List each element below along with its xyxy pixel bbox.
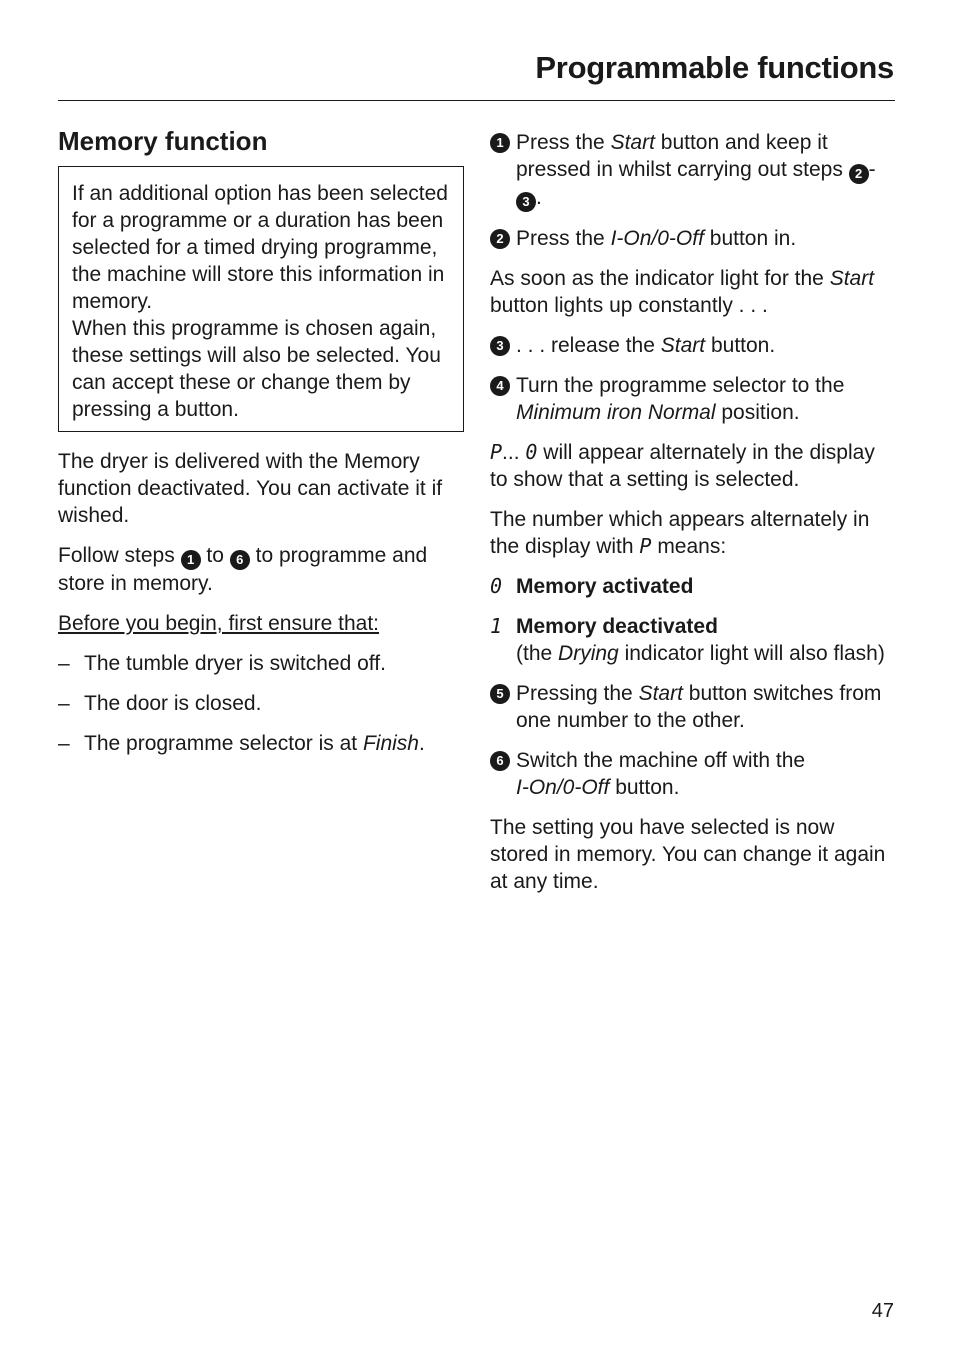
step-text: Switch the machine off with the xyxy=(516,749,806,772)
paragraph-text: button lights up constantly . . . xyxy=(490,294,768,317)
memory-activated-item xyxy=(490,573,890,600)
check-item-door-closed xyxy=(58,690,464,717)
memory-state-note: indicator light will also flash) xyxy=(624,642,885,665)
check-text: The door is closed. xyxy=(84,692,262,715)
step-number-icon: 6 xyxy=(490,751,510,771)
number-meaning-paragraph xyxy=(490,506,890,560)
right-column xyxy=(490,129,890,908)
step-2 xyxy=(490,225,890,252)
step-text: Turn the programme selector to the xyxy=(516,374,845,397)
step-number-icon: 1 xyxy=(490,133,510,153)
memory-state-note: (the xyxy=(516,642,553,665)
header-divider xyxy=(58,100,895,101)
memory-state-label: Memory deactivated xyxy=(516,615,718,638)
check-text-emphasis: Finish xyxy=(362,732,419,755)
step-6 xyxy=(490,747,890,801)
step-text: Press the xyxy=(516,227,605,250)
display-code: 1 xyxy=(490,614,503,638)
follow-text-post: to programme and store in memory. xyxy=(58,544,428,595)
step-3-ref-icon: 3 xyxy=(516,192,536,212)
step-number-icon: 2 xyxy=(490,229,510,249)
dash-bullet: – xyxy=(58,732,70,755)
step-text-emphasis: Start xyxy=(660,334,706,357)
left-column xyxy=(58,124,464,770)
check-item-dryer-off xyxy=(58,650,464,677)
step-text: position. xyxy=(721,401,800,424)
paragraph-text: As soon as the indicator light for the xyxy=(490,267,824,290)
display-code: 0 xyxy=(490,574,503,598)
paragraph-text: The number which appears alternately in the display with xyxy=(490,508,870,558)
step-text: Press the xyxy=(516,131,605,154)
check-text: The programme selector is at xyxy=(84,732,358,755)
page-title: Programmable functions xyxy=(535,50,894,85)
memory-state-note-emphasis: Drying xyxy=(558,642,619,665)
follow-text-mid: to xyxy=(206,544,224,567)
step-text-emphasis: Start xyxy=(638,682,683,705)
step-text-emphasis: I-On/0-Off xyxy=(516,776,610,799)
note-paragraph-1: If an additional option has been selected for a programme or a duration has been selected for a timed drying programme, the machine will store this information in memory. xyxy=(72,182,448,313)
memory-deactivated-item xyxy=(490,613,890,667)
check-text: The tumble dryer is switched off. xyxy=(84,652,386,675)
paragraph-text: will appear alternately in the display to show that a setting is selected. xyxy=(490,441,875,491)
step-text: button and keep it pressed in whilst carrying out steps xyxy=(516,131,843,181)
note-box xyxy=(58,166,464,432)
step-number-icon: 5 xyxy=(490,684,510,704)
note-paragraph-2: When this programme is chosen again, these settings will also be selected. You can accept these or change them by pressing a button. xyxy=(72,317,441,421)
step-4 xyxy=(490,372,890,426)
step-text-emphasis: Start xyxy=(610,131,655,154)
step-text-end: . xyxy=(536,186,542,209)
step-2-ref-icon: 2 xyxy=(849,164,869,184)
section-heading: Memory function xyxy=(58,126,268,156)
step-text-emphasis: I-On/0-Off xyxy=(610,227,704,250)
page-number: 47 xyxy=(871,1300,894,1322)
intro-paragraph: The dryer is delivered with the Memory function deactivated. You can activate it if wished. xyxy=(58,450,443,527)
follow-text-pre: Follow steps xyxy=(58,544,175,567)
step-text: button switches from one number to the other. xyxy=(516,682,882,732)
step-text: . . . release the xyxy=(516,334,655,357)
display-p-symbol: P xyxy=(639,534,652,558)
check-text-end: . xyxy=(418,732,425,755)
check-item-selector-finish xyxy=(58,730,464,757)
before-you-begin: Before you begin, first ensure that: xyxy=(58,612,380,635)
step-text-emphasis: Minimum iron Normal xyxy=(516,401,716,424)
display-paragraph xyxy=(490,439,890,493)
step-3 xyxy=(490,332,890,359)
step-text: button. xyxy=(710,334,776,357)
step-1 xyxy=(490,129,890,212)
step-text: Pressing the xyxy=(516,682,633,705)
follow-steps-paragraph xyxy=(58,542,464,597)
step-1-icon: 1 xyxy=(181,550,201,570)
closing-paragraph: The setting you have selected is now stored in memory. You can change it again at any time. xyxy=(490,816,886,893)
memory-state-label: Memory activated xyxy=(516,575,694,598)
step-6-icon: 6 xyxy=(230,550,250,570)
step-number-icon: 4 xyxy=(490,376,510,396)
display-p-symbol: P xyxy=(490,440,503,464)
paragraph-text: means: xyxy=(657,535,727,558)
display-dots: ... xyxy=(502,441,520,464)
step-text: button in. xyxy=(709,227,797,250)
paragraph-emphasis: Start xyxy=(829,267,875,290)
as-soon-paragraph xyxy=(490,265,890,319)
dash-bullet: – xyxy=(58,692,70,715)
step-5 xyxy=(490,680,890,734)
display-zero-symbol: 0 xyxy=(525,440,538,464)
step-number-icon: 3 xyxy=(490,336,510,356)
dash-bullet: – xyxy=(58,652,70,675)
step-text: button. xyxy=(615,776,680,799)
range-separator: - xyxy=(868,158,876,181)
